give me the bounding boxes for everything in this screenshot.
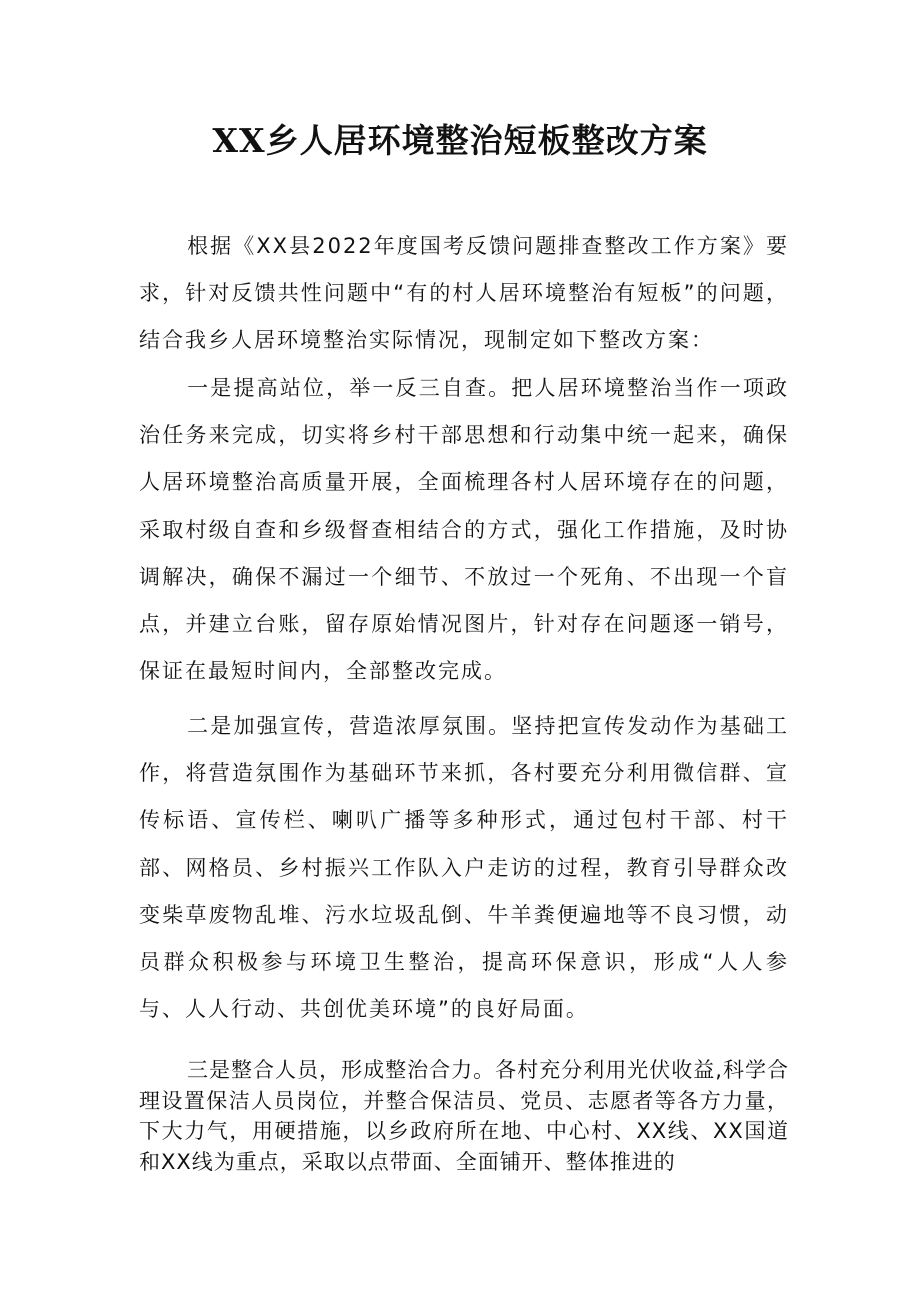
document-title: XX乡人居环境整治短板整改方案: [212, 121, 708, 160]
paragraph-text: 三是整合人员，形成整治合力。各村充分利用光伏收益,科学合理设置保洁人员岗位，并整合保洁员、党员、志愿者等各方力量，下大力气，用硬措施，以乡政府所在地、中心村、XX线、XX国道和XX线为重点，采取以点带面、全面铺开、整体推进的: [139, 1058, 789, 1174]
paragraph-text: 二是加强宣传，营造浓厚氛围。坚持把宣传发动作为基础工作，将营造氛围作为基础环节来抓，各村要充分利用微信群、宣传标语、宣传栏、喇叭广播等多种形式，通过包村干部、村干部、网格员、乡村振兴工作队入户走访的过程，教育引导群众改变柴草废物乱堆、污水垃圾乱倒、牛羊粪便遍地等不良习惯，动员群众积极参与环境卫生整治，提高环保意识，形成“人人参与、人人行动、共创优美环境”的良好局面。: [139, 714, 789, 1022]
paragraph-text: 一是提高站位，举一反三自查。把人居环境整治当作一项政治任务来完成，切实将乡村干部思想和行动集中统一起来，确保人居环境整治高质量开展，全面梳理各村人居环境存在的问题，采取村级自查和乡级督查相结合的方式，强化工作措施，及时协调解决，确保不漏过一个细节、不放过一个死角、不出现一个盲点，并建立台账，留存原始情况图片，针对存在问题逐一销号，保证在最短时间内，全部整改完成。: [139, 376, 789, 684]
paragraph-text: 根据《XX县2022年度国考反馈问题排查整改工作方案》要求，针对反馈共性问题中“有的村人居环境整治有短板”的问题，结合我乡人居环境整治实际情况，现制定如下整改方案：: [139, 234, 789, 353]
paragraph-point-three: [139, 1055, 789, 1177]
paragraph-point-one: [139, 365, 789, 695]
paragraph-intro: [139, 223, 789, 365]
paragraph-point-two: [139, 703, 789, 1033]
